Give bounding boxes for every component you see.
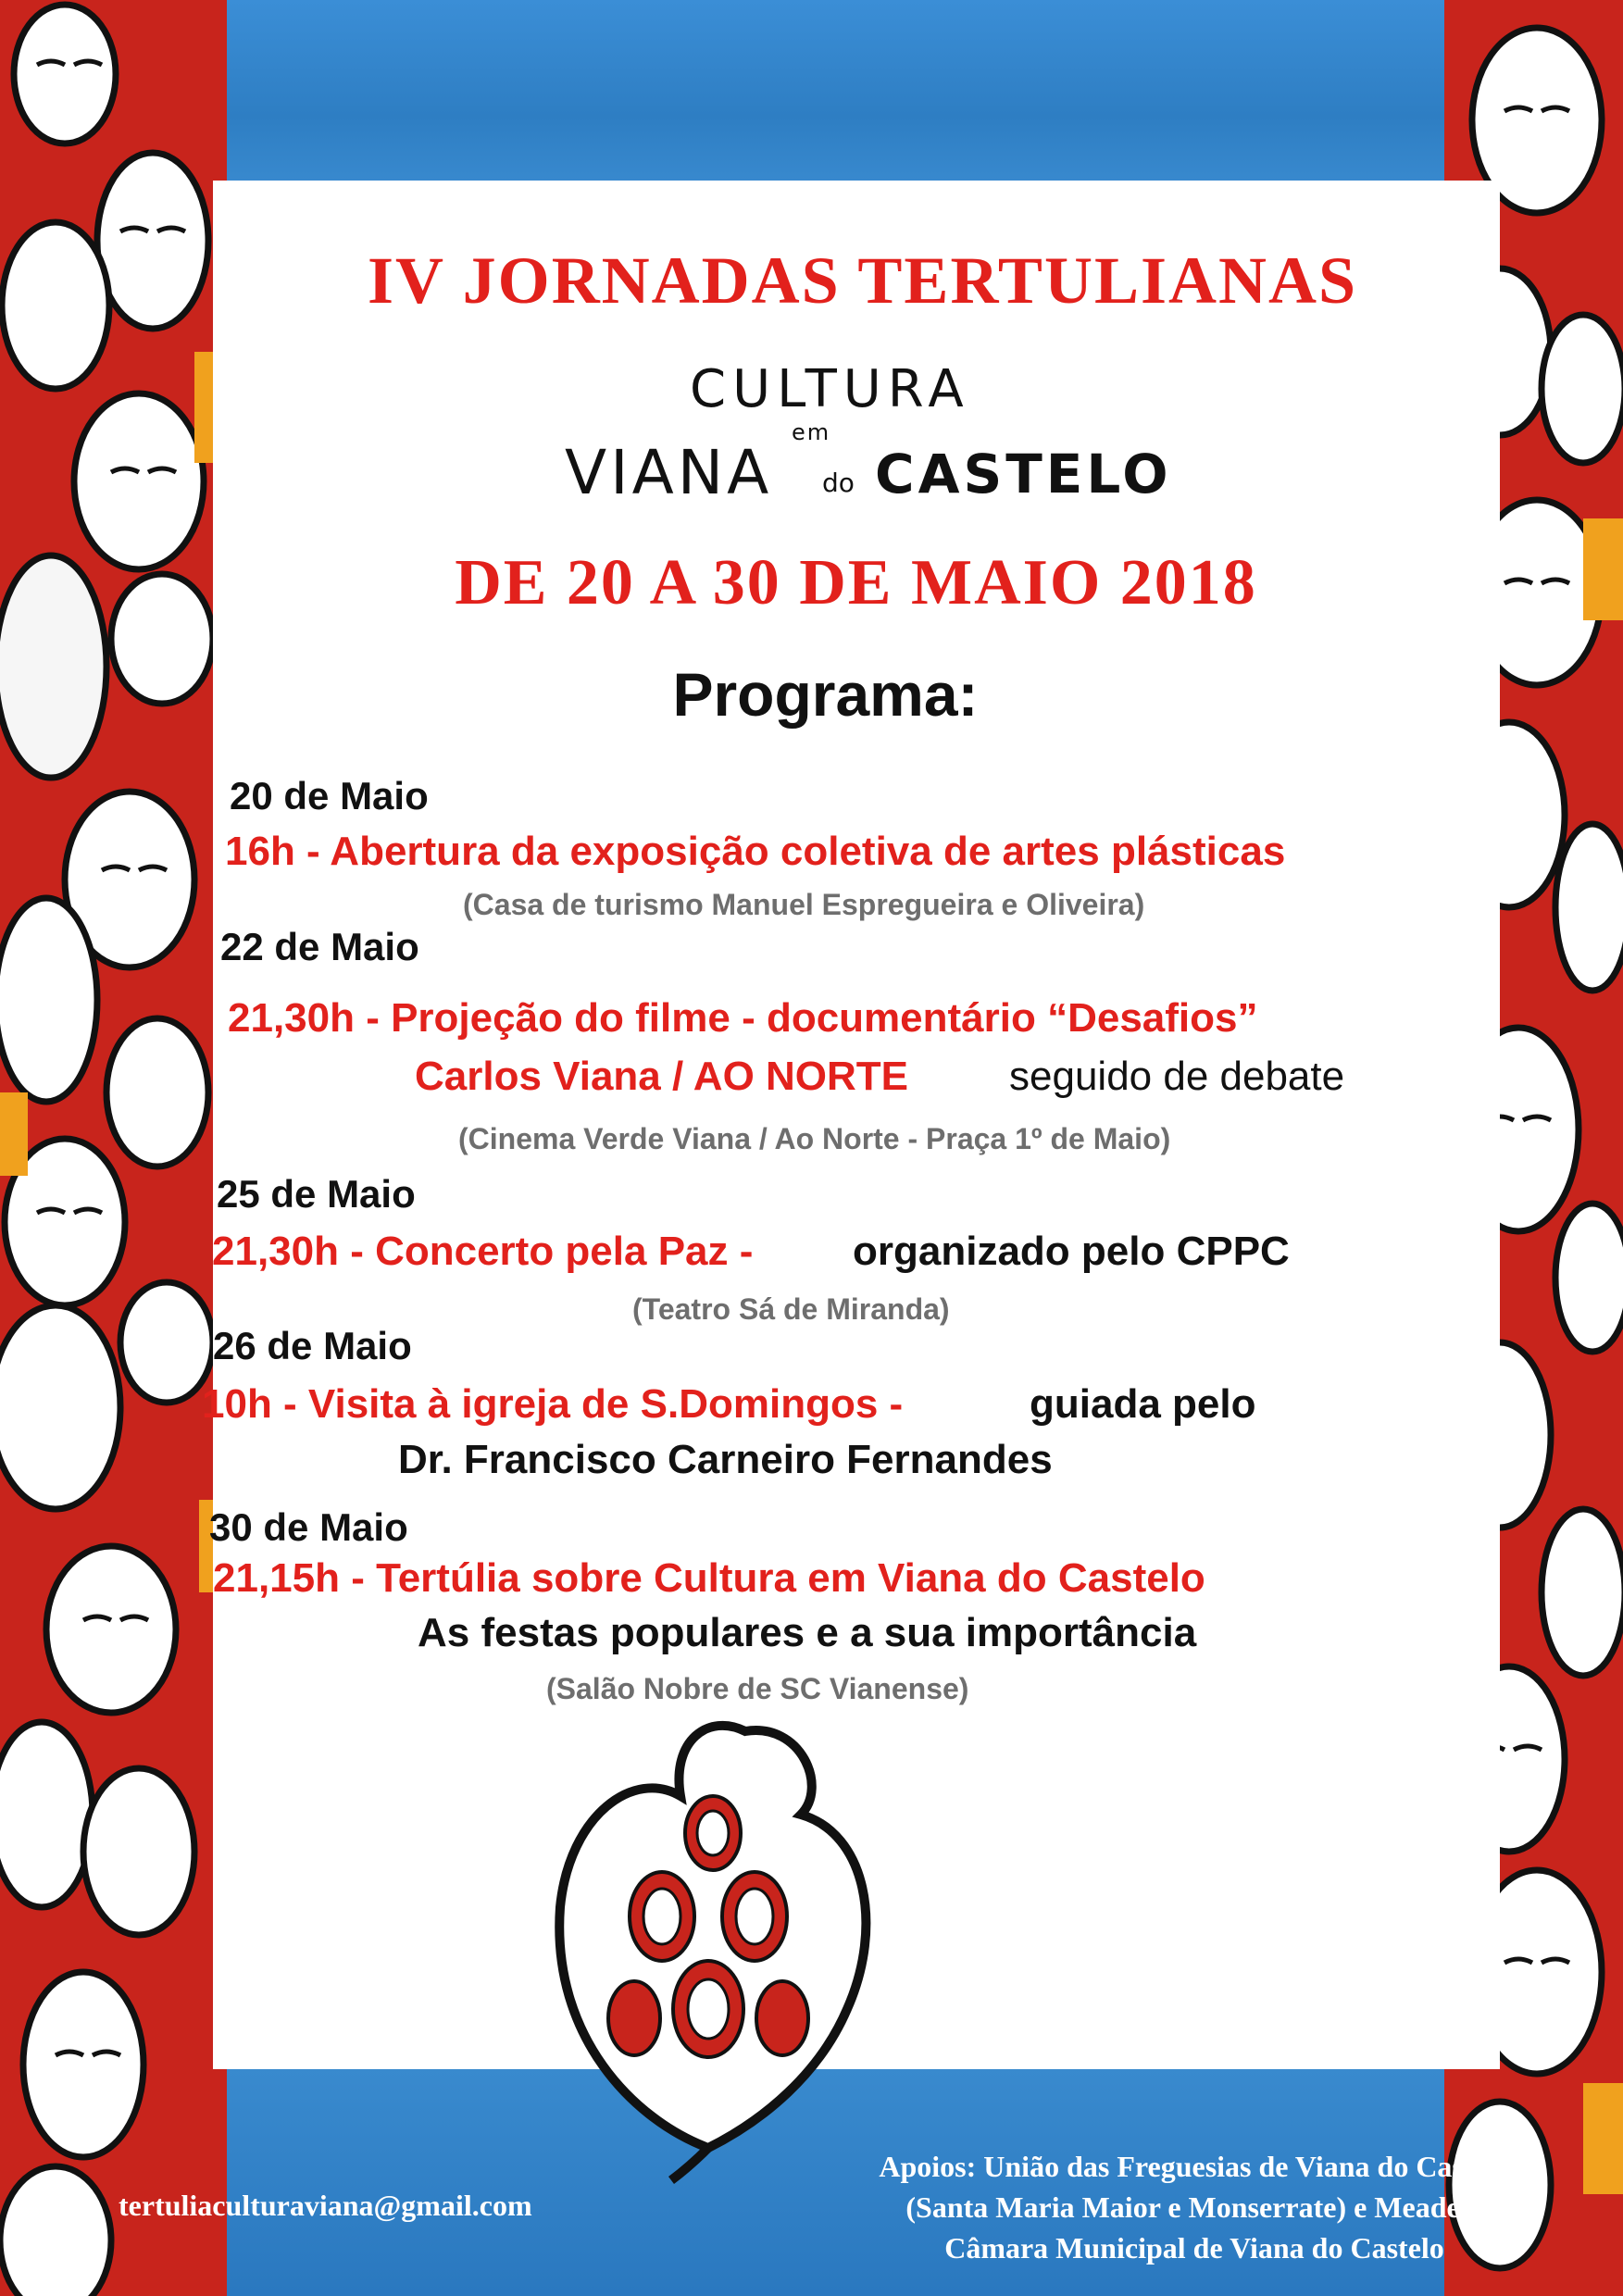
event-venue: (Casa de turismo Manuel Espregueira e Oliveira) <box>463 888 1145 921</box>
logo-viana: VIANA <box>565 437 773 508</box>
event-venue: (Salão Nobre de SC Vianense) <box>546 1672 969 1705</box>
event-venue: (Cinema Verde Viana / Ao Norte - Praça 1º de Maio) <box>458 1122 1171 1155</box>
logo-castelo: CASTELO <box>875 443 1172 505</box>
event-title: IV JORNADAS TERTULIANAS <box>367 243 1358 318</box>
apoios-line: Câmara Municipal de Viana do Castelo <box>944 2231 1444 2265</box>
event-date: 20 de Maio <box>230 774 429 817</box>
viana-heart-illustration <box>523 1685 893 2185</box>
event-title-line: 21,30h - Concerto pela Paz - <box>212 1229 754 1274</box>
logo-em: em <box>792 419 831 445</box>
event-title-line: 16h - Abertura da exposição coletiva de artes plásticas <box>225 829 1286 874</box>
event-date: 22 de Maio <box>220 925 419 968</box>
event-detail-line: organizado pelo CPPC <box>853 1229 1290 1274</box>
event-title-line: Carlos Viana / AO NORTE <box>415 1054 909 1099</box>
event-venue: (Teatro Sá de Miranda) <box>632 1292 950 1326</box>
apoios-line: Apoios: União das Freguesias de Viana do Castelo <box>879 2150 1510 2183</box>
dates-title: DE 20 A 30 DE MAIO 2018 <box>455 547 1257 618</box>
event-detail-line: As festas populares e a sua importância <box>418 1610 1197 1655</box>
left-faces-illustration <box>0 0 227 2296</box>
event-date: 30 de Maio <box>209 1505 408 1549</box>
apoios-line: (Santa Maria Maior e Monserrate) e Meadela <box>905 2190 1483 2224</box>
event-title-line: 10h - Visita à igreja de S.Domingos - <box>202 1381 904 1427</box>
event-detail-line: Dr. Francisco Carneiro Fernandes <box>398 1437 1053 1482</box>
event-detail-line: seguido de debate <box>1009 1054 1345 1099</box>
top-blue-border <box>0 0 1623 194</box>
contact-email[interactable]: tertuliaculturaviana@gmail.com <box>119 2189 532 2222</box>
event-date: 25 de Maio <box>217 1172 416 1216</box>
logo-cultura: CULTURA <box>690 359 970 419</box>
event-title-line: 21,30h - Projeção do filme - documentário “Desafios” <box>228 995 1258 1041</box>
programa-heading: Programa: <box>672 660 979 729</box>
event-detail-line: guiada pelo <box>1030 1381 1256 1427</box>
event-date: 26 de Maio <box>213 1324 412 1367</box>
event-title-line: 21,15h - Tertúlia sobre Cultura em Viana do Castelo <box>213 1555 1205 1601</box>
logo-do: do <box>822 468 855 498</box>
